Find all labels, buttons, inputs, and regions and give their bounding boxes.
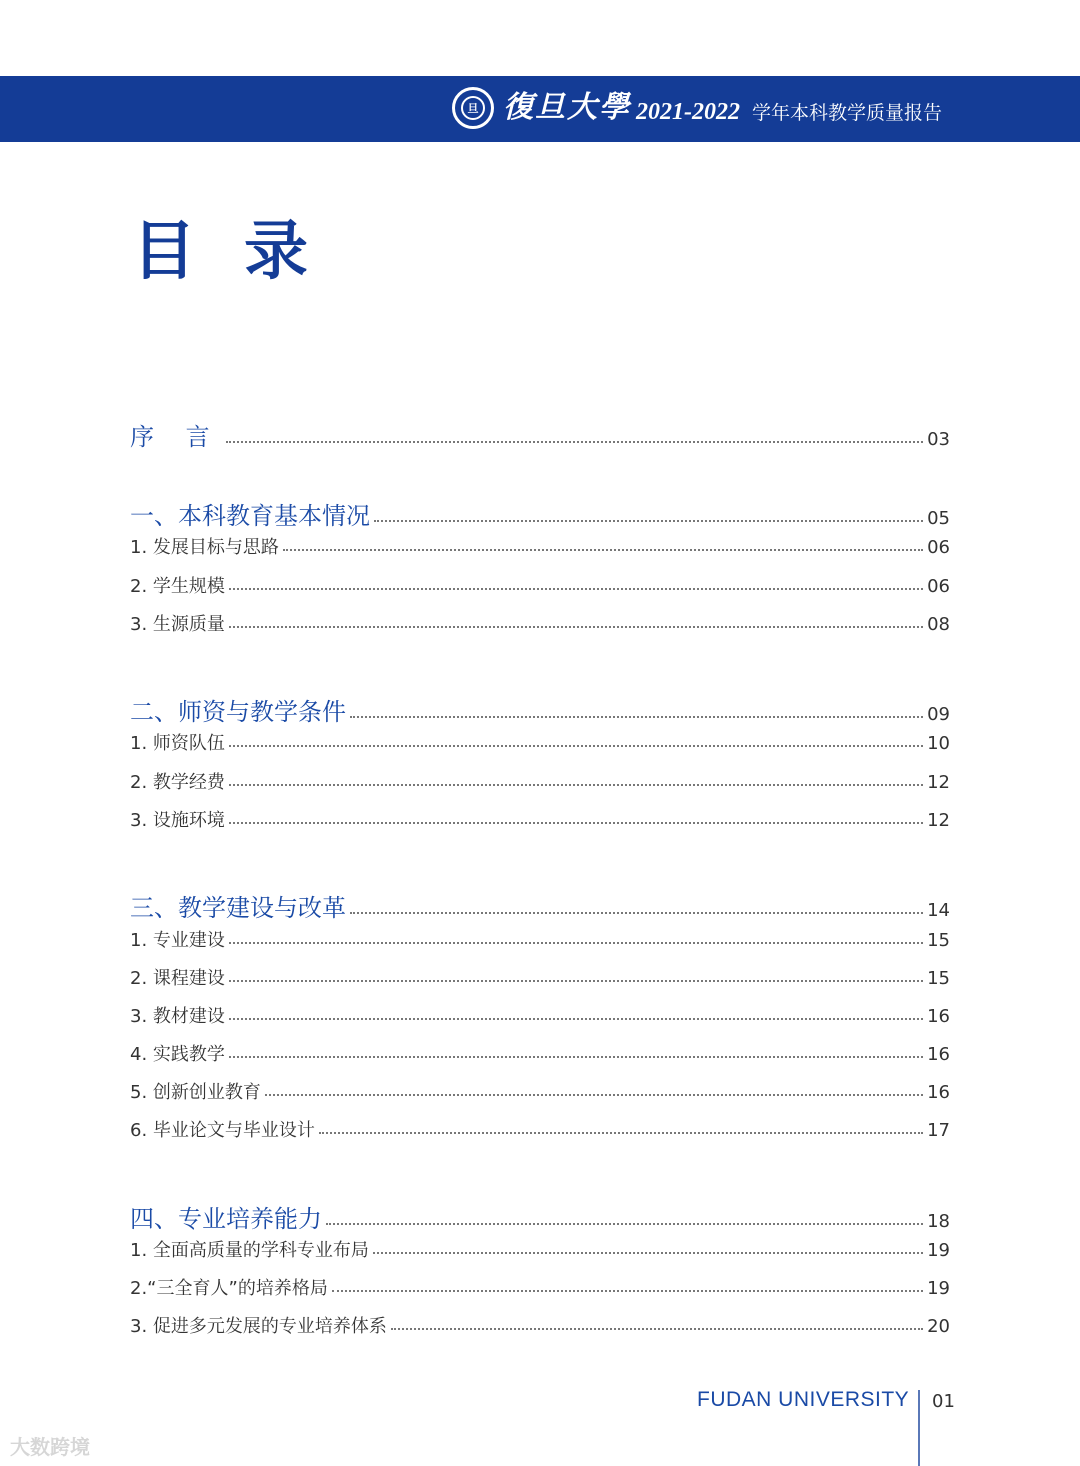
toc-subsection-entry[interactable] xyxy=(130,729,950,755)
report-year: 2021-2022 xyxy=(636,99,740,125)
toc-page-number: 10 xyxy=(927,733,950,754)
toc-subsection-entry[interactable] xyxy=(130,964,950,990)
toc-entry-label: 6. 毕业论文与毕业设计 xyxy=(130,1120,315,1141)
toc-entry-label: 1. 专业建设 xyxy=(130,930,225,951)
toc-section-entry[interactable] xyxy=(130,496,950,531)
toc-entry-label: 1. 师资队伍 xyxy=(130,733,225,754)
toc-subsection-entry[interactable] xyxy=(130,806,950,832)
toc-page-number: 06 xyxy=(927,537,950,558)
toc-entry-label: 二、师资与教学条件 xyxy=(130,698,346,726)
toc-subsection-entry[interactable] xyxy=(130,1274,950,1300)
toc-dot-leader xyxy=(373,1251,923,1254)
toc-subsection-entry[interactable] xyxy=(130,1116,950,1142)
toc-subsection-entry[interactable] xyxy=(130,1312,950,1338)
toc-section-entry[interactable] xyxy=(130,1199,950,1234)
toc-entry-label: 2. 课程建设 xyxy=(130,968,225,989)
toc-page-number: 12 xyxy=(927,810,950,831)
university-name-logo: 復旦大學 xyxy=(503,90,631,125)
toc-dot-leader xyxy=(326,1222,923,1225)
toc-dot-leader xyxy=(229,1055,923,1058)
toc-page-number: 16 xyxy=(927,1082,950,1103)
toc-page-number: 18 xyxy=(927,1211,950,1232)
toc-dot-leader xyxy=(229,625,923,628)
toc-subsection-entry[interactable] xyxy=(130,1040,950,1066)
toc-subsection-entry[interactable] xyxy=(130,1078,950,1104)
toc-subsection-entry[interactable] xyxy=(130,1236,950,1262)
toc-section-entry[interactable] xyxy=(130,417,950,452)
toc-entry-label: 序 言 xyxy=(130,423,222,451)
toc-dot-leader xyxy=(350,911,923,914)
toc-page-number: 06 xyxy=(927,576,950,597)
toc-page-number: 12 xyxy=(927,772,950,793)
toc-dot-leader xyxy=(226,440,923,443)
toc-dot-leader xyxy=(332,1289,923,1292)
toc-dot-leader xyxy=(229,821,923,824)
toc-page-number: 16 xyxy=(927,1044,950,1065)
toc-page-number: 17 xyxy=(927,1120,950,1141)
toc-dot-leader xyxy=(391,1327,923,1330)
toc-entry-label: 5. 创新创业教育 xyxy=(130,1082,261,1103)
toc-entry-label: 1. 全面高质量的学科专业布局 xyxy=(130,1240,369,1261)
toc-page-number: 19 xyxy=(927,1278,950,1299)
page-title: 目录 xyxy=(132,215,356,289)
toc-entry-label: 3. 促进多元发展的专业培养体系 xyxy=(130,1316,387,1337)
toc-subsection-entry[interactable] xyxy=(130,533,950,559)
toc-dot-leader xyxy=(229,979,923,982)
toc-page-number: 03 xyxy=(927,429,950,450)
toc-page-number: 14 xyxy=(927,900,950,921)
toc-entry-label: 四、专业培养能力 xyxy=(130,1205,322,1233)
page-number: 01 xyxy=(932,1391,955,1412)
toc-dot-leader xyxy=(319,1131,923,1134)
toc-dot-leader xyxy=(229,783,923,786)
toc-entry-label: 三、教学建设与改革 xyxy=(130,894,346,922)
toc-entry-label: 2. 教学经费 xyxy=(130,772,225,793)
toc-entry-label: 一、本科教育基本情况 xyxy=(130,502,370,530)
toc-entry-label: 2.“三全育人”的培养格局 xyxy=(130,1278,328,1299)
footer-university-name: FUDAN UNIVERSITY xyxy=(697,1388,910,1411)
toc-entry-label: 3. 生源质量 xyxy=(130,614,225,635)
toc-entry-label: 2. 学生规模 xyxy=(130,576,225,597)
university-crest-icon xyxy=(452,87,494,129)
toc-entry-label: 3. 设施环境 xyxy=(130,810,225,831)
toc-subsection-entry[interactable] xyxy=(130,926,950,952)
toc-dot-leader xyxy=(229,941,923,944)
toc-dot-leader xyxy=(229,1017,923,1020)
report-title: 学年本科教学质量报告 xyxy=(752,102,943,124)
toc-page-number: 19 xyxy=(927,1240,950,1261)
toc-page-number: 15 xyxy=(927,968,950,989)
toc-subsection-entry[interactable] xyxy=(130,572,950,598)
toc-page-number: 15 xyxy=(927,930,950,951)
toc-page-number: 16 xyxy=(927,1006,950,1027)
toc-page-number: 20 xyxy=(927,1316,950,1337)
toc-section-entry[interactable] xyxy=(130,888,950,923)
toc-entry-label: 3. 教材建设 xyxy=(130,1006,225,1027)
toc-page-number: 09 xyxy=(927,704,950,725)
crest-inner-text: 旦 xyxy=(461,96,485,120)
footer-divider xyxy=(918,1390,920,1466)
toc-subsection-entry[interactable] xyxy=(130,1002,950,1028)
toc-dot-leader xyxy=(229,587,923,590)
toc-subsection-entry[interactable] xyxy=(130,768,950,794)
toc-dot-leader xyxy=(374,519,923,522)
toc-subsection-entry[interactable] xyxy=(130,610,950,636)
toc-dot-leader xyxy=(350,715,923,718)
toc-dot-leader xyxy=(283,548,923,551)
toc-page-number: 08 xyxy=(927,614,950,635)
toc-entry-label: 1. 发展目标与思路 xyxy=(130,537,279,558)
toc-dot-leader xyxy=(265,1093,923,1096)
watermark: 大数跨境 xyxy=(10,1435,90,1459)
toc-page-number: 05 xyxy=(927,508,950,529)
toc-dot-leader xyxy=(229,744,923,747)
toc-entry-label: 4. 实践教学 xyxy=(130,1044,225,1065)
toc-section-entry[interactable] xyxy=(130,692,950,727)
